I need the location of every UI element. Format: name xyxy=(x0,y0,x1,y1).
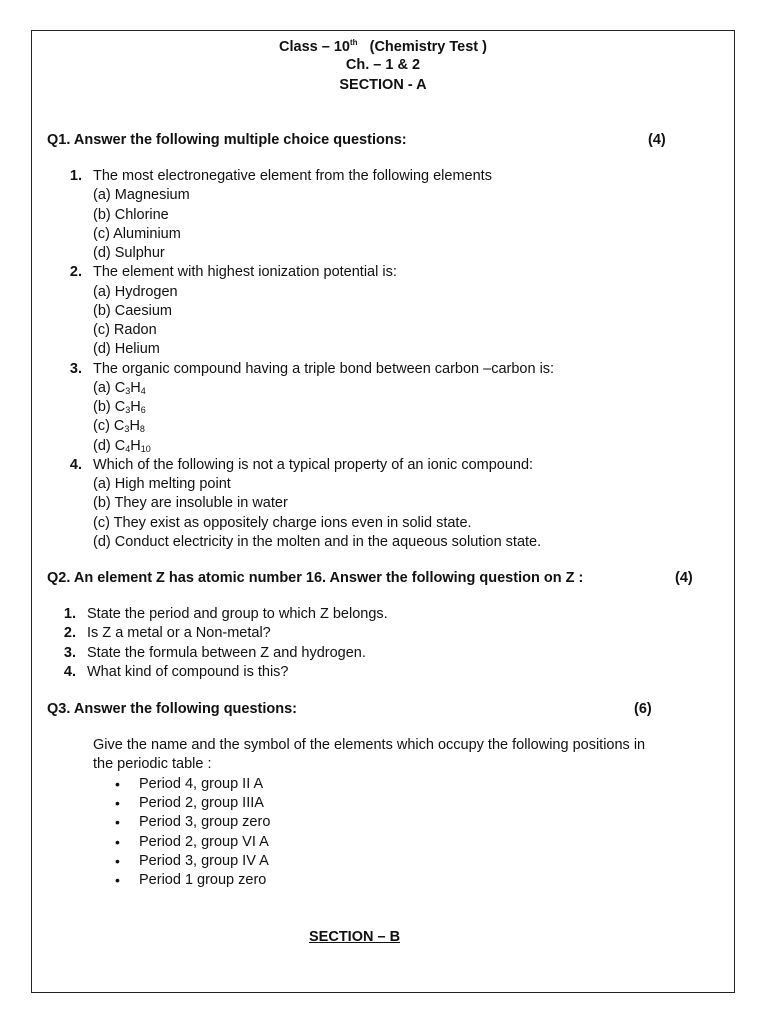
q3-bullet-item: Period 2, group VI A xyxy=(139,834,269,850)
q2-item-text: State the period and group to which Z belongs. xyxy=(87,606,388,622)
q1-option: (a) Hydrogen xyxy=(93,284,178,300)
q1-option: (c) Aluminium xyxy=(93,226,181,242)
chapters-heading: Ch. – 1 & 2 xyxy=(345,57,421,73)
q2-item-number: 4. xyxy=(63,664,76,680)
q3-bullet-item: Period 3, group IV A xyxy=(139,853,269,869)
q1-option-formula: (b) $C_3H_6$ xyxy=(93,399,146,415)
q3-marks: (6) xyxy=(634,701,652,717)
q1-marks: (4) xyxy=(648,132,666,148)
section-b-heading: SECTION – B xyxy=(309,929,401,945)
q1-title: Q1. Answer the following multiple choice questions: xyxy=(47,132,407,148)
q1-option-formula: (c) $C_3H_8$ xyxy=(93,418,145,434)
bullet-icon: • xyxy=(115,834,120,850)
bullet-icon: • xyxy=(115,872,120,888)
q1-option: (a) High melting point xyxy=(93,476,231,492)
q1-option: (c) Radon xyxy=(93,322,157,338)
class-heading: Class – 10th (Chemistry Test ) xyxy=(279,38,487,55)
bullet-icon: • xyxy=(115,776,120,792)
q1-item-number: 3. xyxy=(69,361,82,377)
bullet-icon: • xyxy=(115,814,120,830)
q1-option: (b) They are insoluble in water xyxy=(93,495,288,511)
q1-item-text: The organic compound having a triple bond between carbon –carbon is: xyxy=(93,361,555,377)
q2-item-number: 2. xyxy=(63,625,76,641)
q2-item-text: State the formula between Z and hydrogen. xyxy=(87,645,366,661)
q1-option: (b) Chlorine xyxy=(93,207,169,223)
q2-title: Q2. An element Z has atomic number 16. Answer the following question on Z : xyxy=(47,570,584,586)
q1-option: (d) Conduct electricity in the molten and in the aqueous solution state. xyxy=(93,534,542,550)
q2-item-text: Is Z a metal or a Non-metal? xyxy=(87,625,271,641)
q2-item-number: 3. xyxy=(63,645,76,661)
q3-bullet-item: Period 1 group zero xyxy=(139,872,267,888)
q1-item-text: Which of the following is not a typical property of an ionic compound: xyxy=(93,457,534,473)
q2-marks: (4) xyxy=(675,570,693,586)
q1-option-formula: (a) $C_3H_4$ xyxy=(93,380,146,396)
q1-option: (a) Magnesium xyxy=(93,187,190,203)
q3-bullet-item: Period 2, group IIIA xyxy=(139,795,264,811)
q1-item-number: 1. xyxy=(69,168,82,184)
q1-option: (d) Helium xyxy=(93,341,160,357)
q3-bullet-item: Period 4, group II A xyxy=(139,776,264,792)
q1-item-number: 2. xyxy=(69,264,82,280)
q1-item-number: 4. xyxy=(69,457,82,473)
q1-item-text: The element with highest ionization potential is: xyxy=(93,264,397,280)
bullet-icon: • xyxy=(115,853,120,869)
q3-intro: the periodic table : xyxy=(93,756,212,772)
q1-item-text: The most electronegative element from the following elements xyxy=(93,168,492,184)
q2-item-number: 1. xyxy=(63,606,76,622)
q1-option: (b) Caesium xyxy=(93,303,172,319)
bullet-icon: • xyxy=(115,795,120,811)
q3-bullet-item: Period 3, group zero xyxy=(139,814,271,830)
q3-intro: Give the name and the symbol of the elements which occupy the following positions in xyxy=(93,737,646,753)
q1-option-formula: (d) $C_4H_{10}$ xyxy=(93,438,151,454)
q1-option: (c) They exist as oppositely charge ions even in solid state. xyxy=(93,515,472,531)
q1-option: (d) Sulphur xyxy=(93,245,165,261)
section-a-heading: SECTION - A xyxy=(339,77,427,93)
q3-title: Q3. Answer the following questions: xyxy=(47,701,298,717)
q2-item-text: What kind of compound is this? xyxy=(87,664,289,680)
